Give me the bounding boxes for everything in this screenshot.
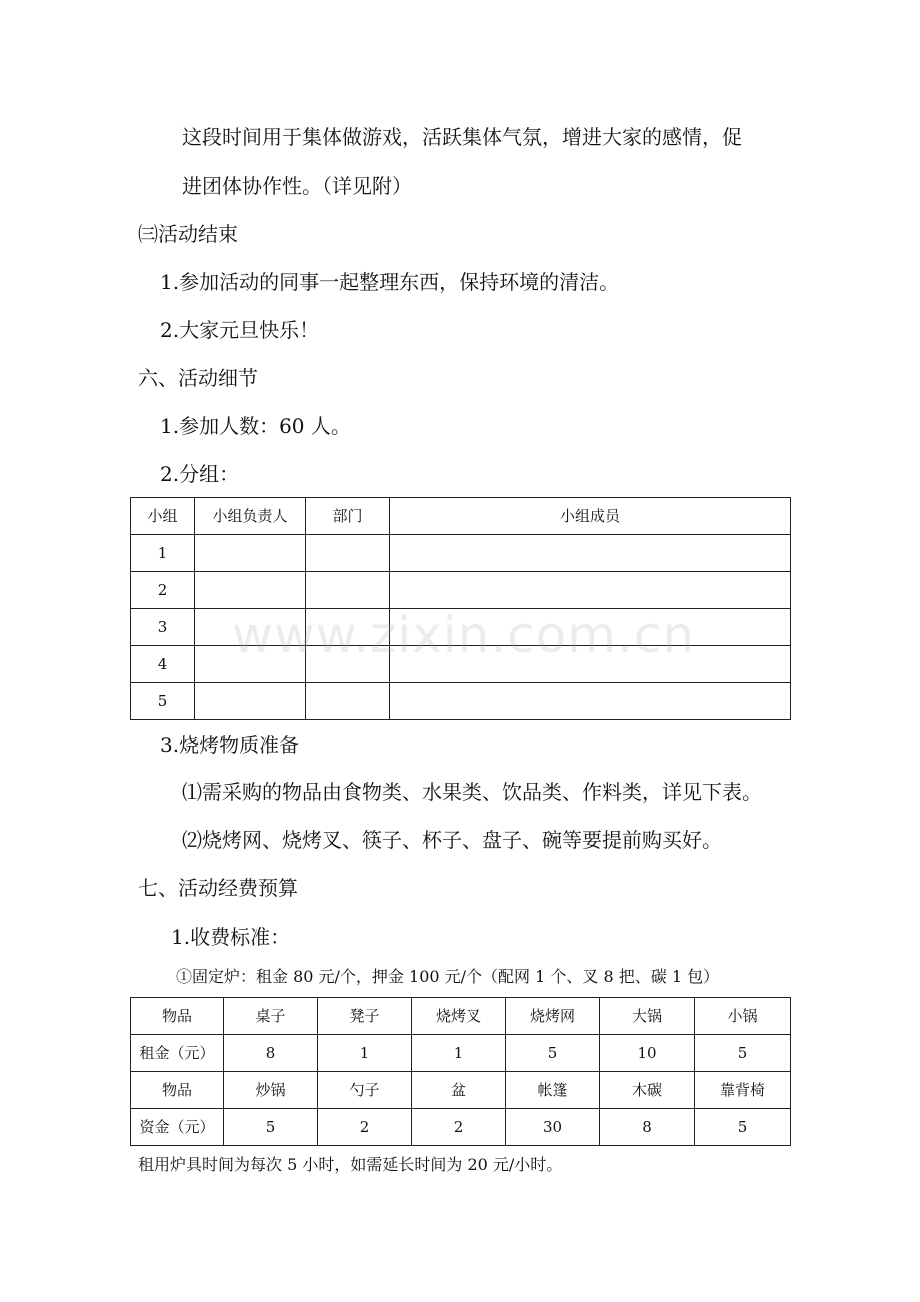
section-heading: ㈢活动结束 (138, 222, 238, 246)
table-cell: 木碳 (600, 1072, 695, 1109)
table-cell: 1 (131, 535, 195, 572)
table-cell: 10 (600, 1035, 695, 1072)
list-item: 1.收费标准： (171, 925, 291, 949)
table-cell: 烧烤叉 (412, 998, 506, 1035)
table-cell: 8 (224, 1035, 318, 1072)
table-row (131, 498, 791, 535)
table-cell: 5 (695, 1035, 791, 1072)
table-header-cell: 小组成员 (390, 498, 791, 535)
table-cell: 大锅 (600, 998, 695, 1035)
table-cell: 盆 (412, 1072, 506, 1109)
table-cell (306, 572, 390, 609)
table-row (131, 1109, 791, 1146)
list-item: 1.参加活动的同事一起整理东西，保持环境的清洁。 (160, 270, 620, 294)
sub-item: ⑴需采购的物品由食物类、水果类、饮品类、作料类，详见下表。 (182, 780, 762, 804)
table-cell (195, 535, 306, 572)
table-row (131, 609, 791, 646)
table-cell (390, 609, 791, 646)
table-cell (390, 683, 791, 720)
table-cell: 4 (131, 646, 195, 683)
list-item: 1.参加人数：60 人。 (160, 414, 351, 438)
list-item: 2.分组： (160, 462, 240, 486)
table-cell: 炒锅 (224, 1072, 318, 1109)
table-cell: 8 (600, 1109, 695, 1146)
table-cell: 帐篷 (506, 1072, 600, 1109)
table-row (131, 535, 791, 572)
table-cell (390, 646, 791, 683)
table-cell: 5 (224, 1109, 318, 1146)
table-cell: 1 (412, 1035, 506, 1072)
table-cell: 1 (318, 1035, 412, 1072)
table-cell (306, 646, 390, 683)
section-heading: 七、活动经费预算 (138, 876, 298, 900)
table-cell: 物品 (131, 1072, 224, 1109)
table-row (131, 998, 791, 1035)
paragraph-line: 这段时间用于集体做游戏，活跃集体气氛，增进大家的感情，促 (182, 125, 742, 149)
table-header-cell: 部门 (306, 498, 390, 535)
rental-note: 租用炉具时间为每次 5 小时，如需延长时间为 20 元/小时。 (138, 1155, 563, 1174)
table-cell (195, 572, 306, 609)
table-cell: 5 (131, 683, 195, 720)
fee-description: ①固定炉：租金 80 元/个，押金 100 元/个（配网 1 个、叉 8 把、碳 1 包） (176, 967, 720, 986)
table-cell: 靠背椅 (695, 1072, 791, 1109)
list-item: 3.烧烤物质准备 (160, 733, 300, 757)
table-cell: 桌子 (224, 998, 318, 1035)
table-cell (390, 535, 791, 572)
table-cell (195, 646, 306, 683)
table-cell: 2 (318, 1109, 412, 1146)
table-cell: 30 (506, 1109, 600, 1146)
table-cell: 租金（元） (131, 1035, 224, 1072)
table-row (131, 683, 791, 720)
group-table (130, 497, 791, 720)
rent-table (130, 997, 791, 1146)
table-row (131, 572, 791, 609)
table-header-cell: 小组负责人 (195, 498, 306, 535)
table-cell: 2 (131, 572, 195, 609)
table-header-cell: 小组 (131, 498, 195, 535)
table-cell: 3 (131, 609, 195, 646)
paragraph-line: 进团体协作性。（详见附） (182, 174, 412, 198)
table-cell (195, 609, 306, 646)
table-row (131, 1035, 791, 1072)
table-cell: 小锅 (695, 998, 791, 1035)
table-cell (195, 683, 306, 720)
table-cell: 2 (412, 1109, 506, 1146)
table-row (131, 646, 791, 683)
sub-item: ⑵烧烤网、烧烤叉、筷子、杯子、盘子、碗等要提前购买好。 (182, 828, 722, 852)
table-cell: 凳子 (318, 998, 412, 1035)
table-cell: 烧烤网 (506, 998, 600, 1035)
table-cell: 物品 (131, 998, 224, 1035)
table-cell: 5 (506, 1035, 600, 1072)
table-cell (390, 572, 791, 609)
section-heading: 六、活动细节 (138, 366, 258, 390)
table-cell (306, 683, 390, 720)
table-cell: 5 (695, 1109, 791, 1146)
table-cell (306, 609, 390, 646)
table-cell: 勺子 (318, 1072, 412, 1109)
table-cell (306, 535, 390, 572)
watermark: www.zixin.com.cn (232, 606, 696, 664)
list-item: 2.大家元旦快乐！ (160, 318, 320, 342)
table-row (131, 1072, 791, 1109)
table-cell: 资金（元） (131, 1109, 224, 1146)
